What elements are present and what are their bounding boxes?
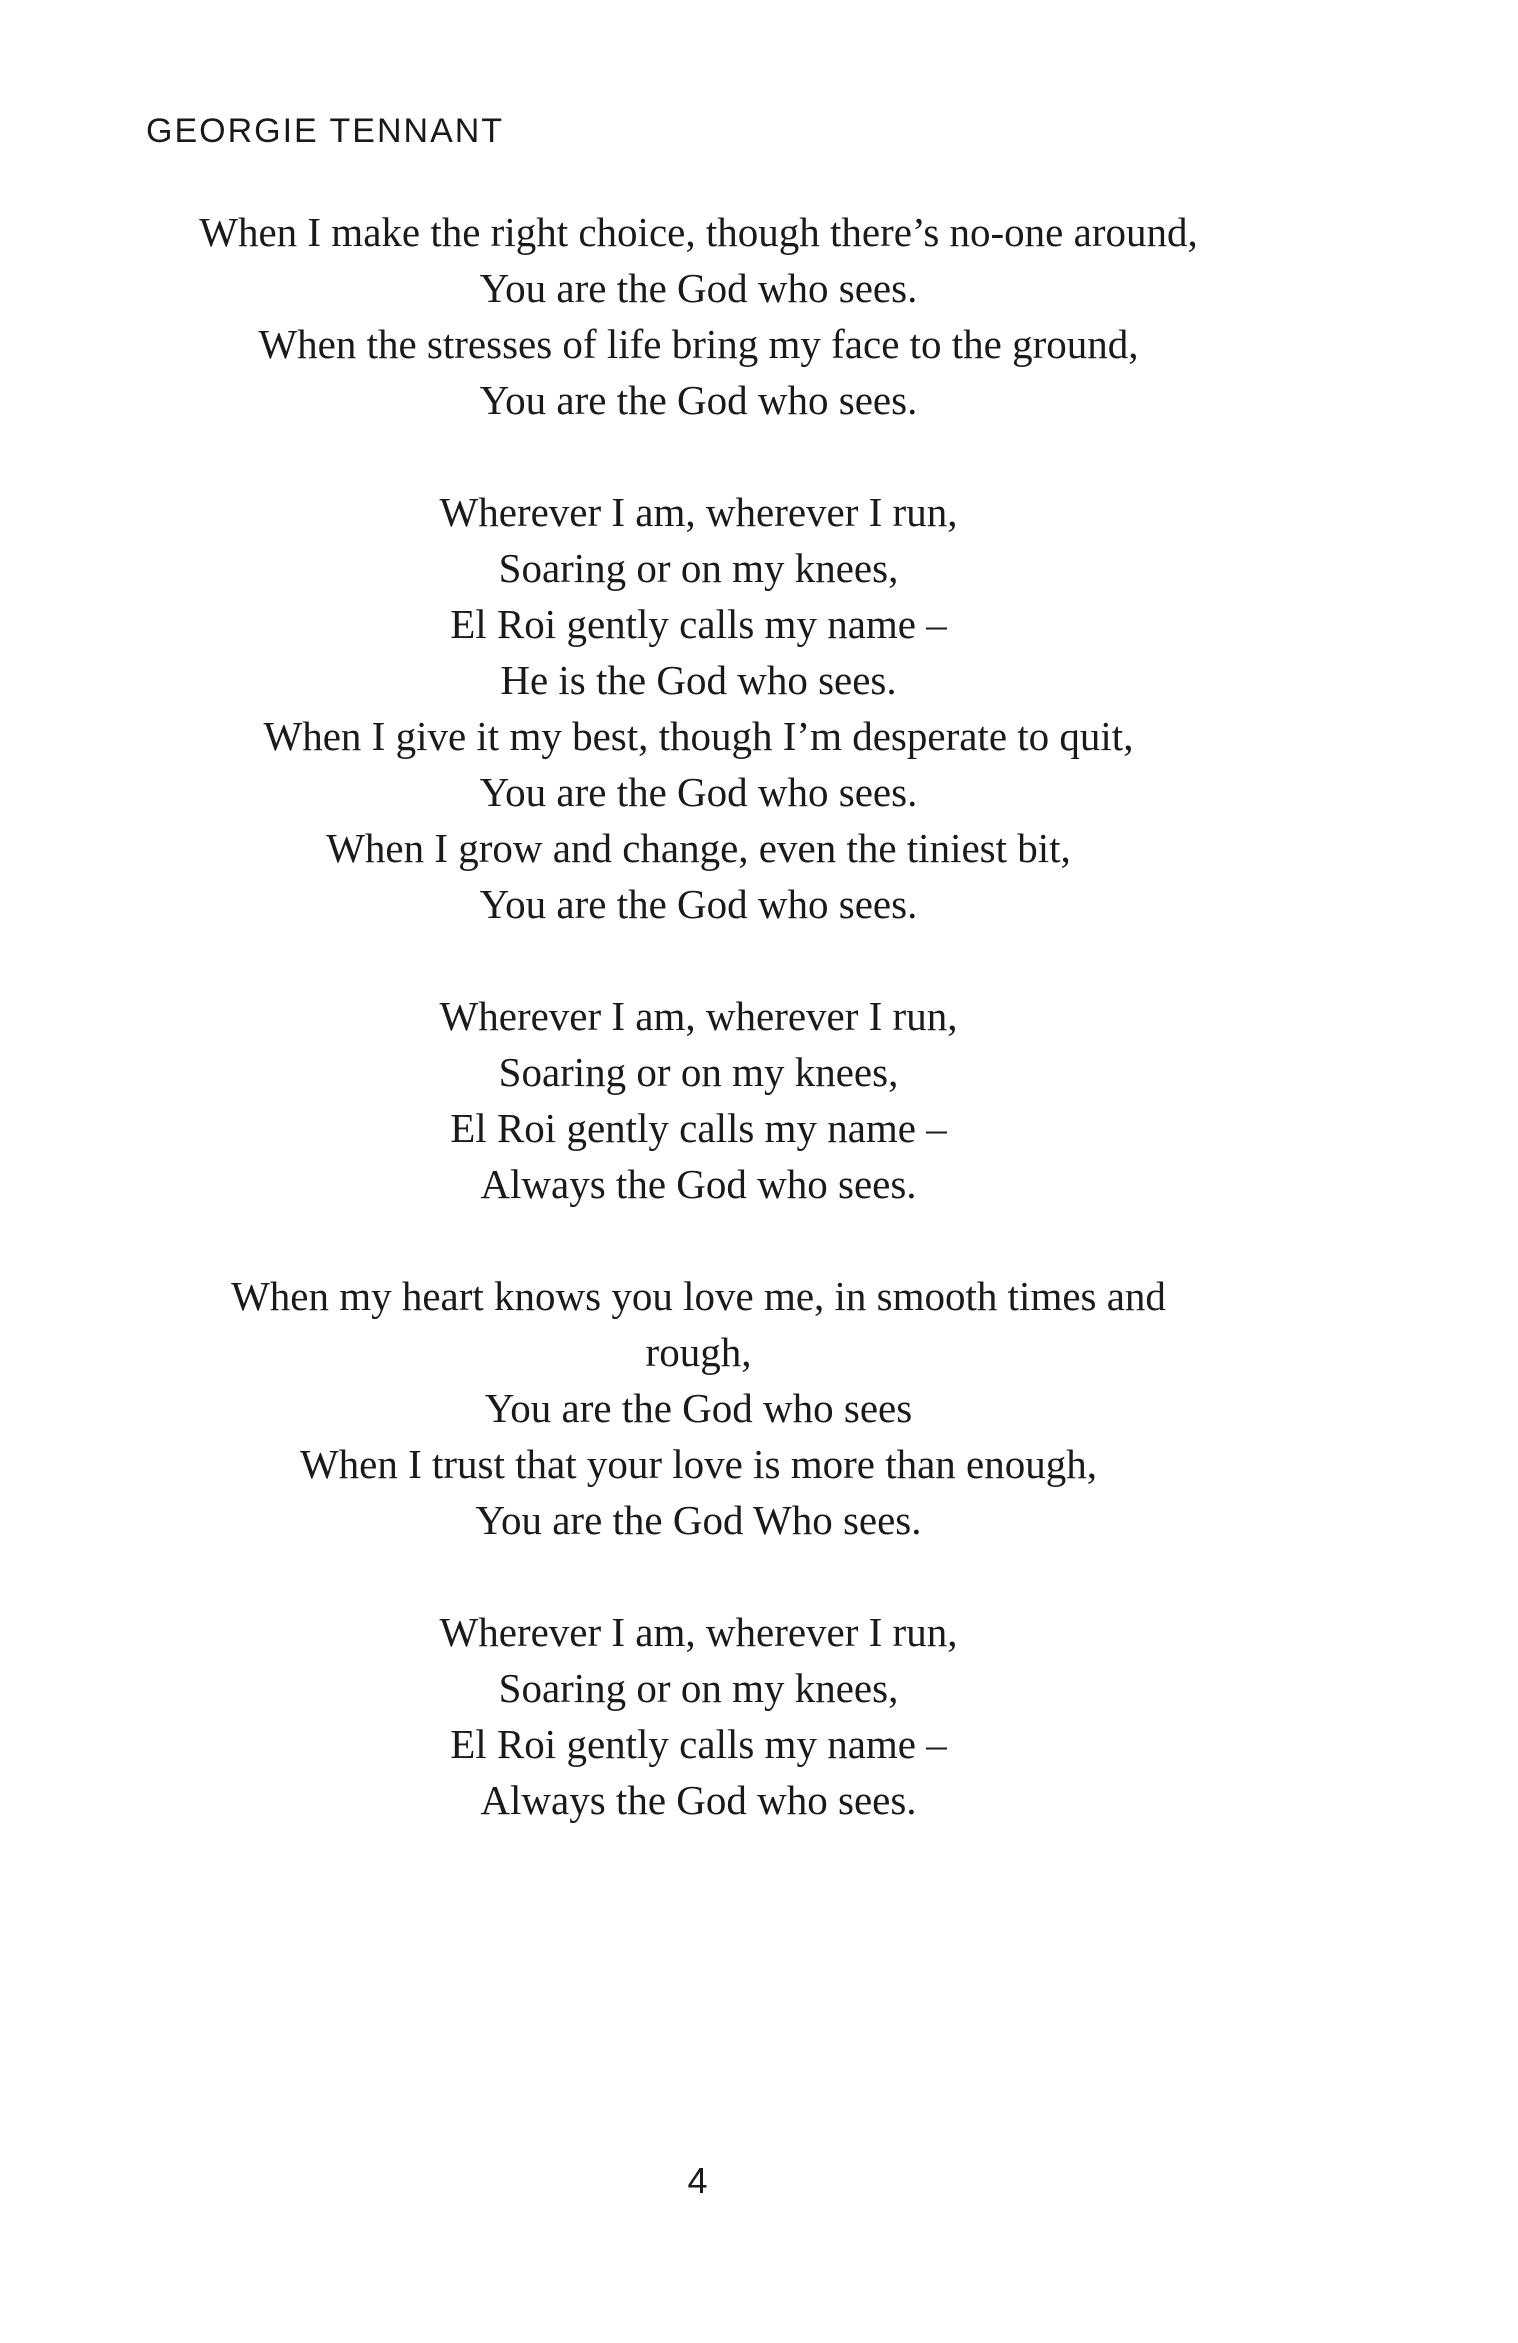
stanza-4 — [146, 1268, 1251, 1548]
poem-line: El Roi gently calls my name – — [450, 1105, 947, 1151]
poem-line: You are the God who sees — [484, 1385, 913, 1431]
poem-line: When I trust that your love is more than enough, — [299, 1441, 1098, 1487]
poem-line: Always the God who sees. — [480, 1161, 917, 1207]
page-number: 4 — [687, 2160, 708, 2201]
stanza-2 — [146, 484, 1251, 932]
poem-line: El Roi gently calls my name – — [450, 601, 947, 647]
poem-line: El Roi gently calls my name – — [450, 1721, 947, 1767]
poem-line: When the stresses of life bring my face to the ground, — [258, 321, 1139, 367]
poem-line: Soaring or on my knees, — [498, 1049, 899, 1095]
poem-line: Soaring or on my knees, — [498, 1665, 899, 1711]
running-header-author: GEORGIE TENNANT — [146, 112, 505, 150]
poem-line: When I grow and change, even the tiniest bit, — [326, 825, 1071, 871]
poem-line: Wherever I am, wherever I run, — [439, 1609, 958, 1655]
poem-line: You are the God who sees. — [479, 769, 918, 815]
poem-line: When I make the right choice, though there’s no-one around, — [199, 209, 1198, 255]
poem-body — [146, 204, 1251, 1884]
poem-line: Always the God who sees. — [480, 1777, 917, 1823]
poem-line: You are the God who sees. — [479, 377, 918, 423]
stanza-1 — [146, 204, 1251, 428]
poem-line: Soaring or on my knees, — [498, 545, 899, 591]
poem-line: When I give it my best, though I’m desperate to quit, — [263, 713, 1134, 759]
poem-line: You are the God who sees. — [479, 881, 918, 927]
poem-line: When my heart knows you love me, in smooth times and — [231, 1273, 1166, 1319]
poem-line: He is the God who sees. — [500, 657, 897, 703]
poem-line: Wherever I am, wherever I run, — [439, 993, 958, 1039]
poem-line: rough, — [645, 1329, 752, 1375]
poem-line: You are the God Who sees. — [475, 1497, 922, 1543]
stanza-3 — [146, 988, 1251, 1212]
poem-line: You are the God who sees. — [479, 265, 918, 311]
poem-line: Wherever I am, wherever I run, — [439, 489, 958, 535]
stanza-5 — [146, 1604, 1251, 1828]
